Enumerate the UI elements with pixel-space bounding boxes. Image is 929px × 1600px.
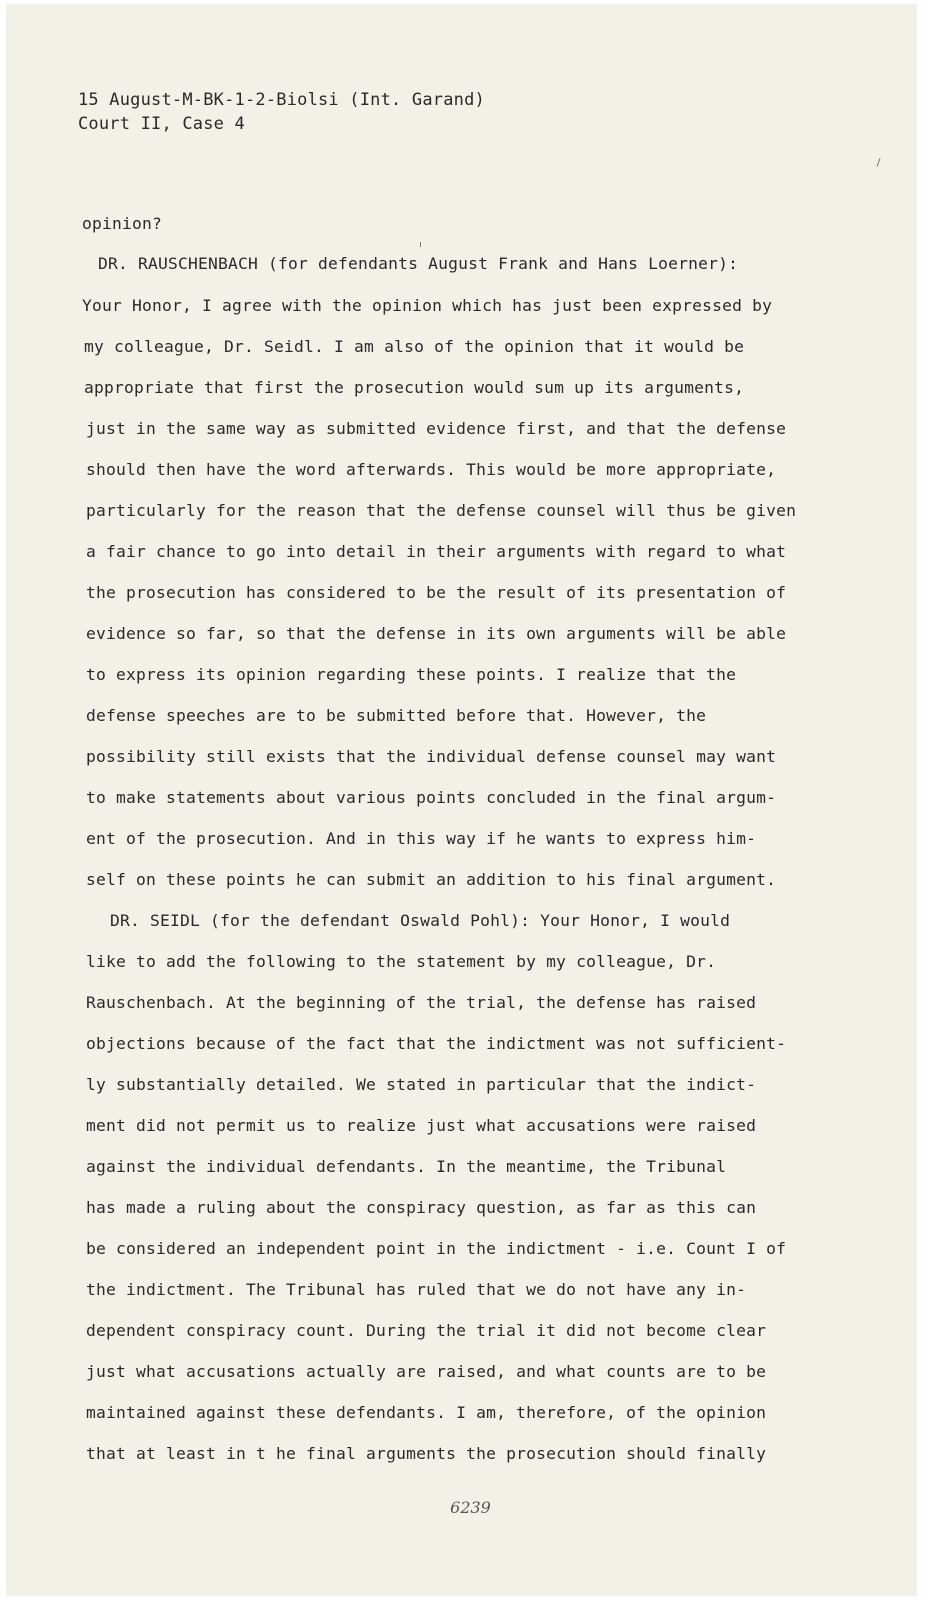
body-line: be considered an independent point in the indictment - i.e. Count I of xyxy=(86,1239,787,1258)
body-line: to express its opinion regarding these points. I realize that the xyxy=(86,665,737,684)
paper-speck-mark xyxy=(420,242,421,247)
body-line: the prosecution has considered to be the result of its presentation of xyxy=(86,583,787,602)
body-line: just in the same way as submitted evidence first, and that the defense xyxy=(86,419,787,438)
body-line: Your Honor, I agree with the opinion which has just been expressed by xyxy=(82,296,773,315)
body-line: Rauschenbach. At the beginning of the trial, the defense has raised xyxy=(86,993,757,1012)
body-line: ment did not permit us to realize just what accusations were raised xyxy=(86,1116,757,1135)
body-line: against the individual defendants. In the meantime, the Tribunal xyxy=(86,1157,727,1176)
body-line: ly substantially detailed. We stated in particular that the indict- xyxy=(86,1075,757,1094)
body-line: evidence so far, so that the defense in its own arguments will be able xyxy=(86,624,787,643)
header-court-line: Court II, Case 4 xyxy=(78,114,245,134)
body-line: that at least in t he final arguments the prosecution should finally xyxy=(86,1444,767,1463)
body-line: my colleague, Dr. Seidl. I am also of the opinion that it would be xyxy=(84,337,745,356)
body-line: DR. SEIDL (for the defendant Oswald Pohl): Your Honor, I would xyxy=(80,911,731,930)
body-line: defense speeches are to be submitted before that. However, the xyxy=(86,706,707,725)
body-line: dependent conspiracy count. During the trial it did not become clear xyxy=(86,1321,767,1340)
body-line: just what accusations actually are raised, and what counts are to be xyxy=(86,1362,767,1381)
body-line: appropriate that first the prosecution would sum up its arguments, xyxy=(84,378,745,397)
body-line: maintained against these defendants. I am, therefore, of the opinion xyxy=(86,1403,767,1422)
body-line: ent of the prosecution. And in this way if he wants to express him- xyxy=(86,829,757,848)
body-line: DR. RAUSCHENBACH (for defendants August Frank and Hans Loerner): xyxy=(68,254,739,273)
header-reference-line: 15 August-M-BK-1-2-Biolsi (Int. Garand) xyxy=(78,90,485,110)
page-number: 6239 xyxy=(450,1498,491,1517)
body-line: should then have the word afterwards. This would be more appropriate, xyxy=(86,460,777,479)
paper-speck-mark xyxy=(876,158,880,167)
body-line: opinion? xyxy=(82,214,163,233)
body-line: possibility still exists that the individual defense counsel may want xyxy=(86,747,777,766)
body-line: to make statements about various points concluded in the final argum- xyxy=(86,788,777,807)
body-line: objections because of the fact that the indictment was not sufficient- xyxy=(86,1034,787,1053)
body-line: particularly for the reason that the defense counsel will thus be given xyxy=(86,501,797,520)
document-header xyxy=(78,88,485,136)
body-line: the indictment. The Tribunal has ruled that we do not have any in- xyxy=(86,1280,747,1299)
body-line: has made a ruling about the conspiracy question, as far as this can xyxy=(86,1198,757,1217)
body-line: a fair chance to go into detail in their arguments with regard to what xyxy=(86,542,787,561)
body-line: like to add the following to the statement by my colleague, Dr. xyxy=(86,952,717,971)
body-line: self on these points he can submit an addition to his final argument. xyxy=(86,870,777,889)
